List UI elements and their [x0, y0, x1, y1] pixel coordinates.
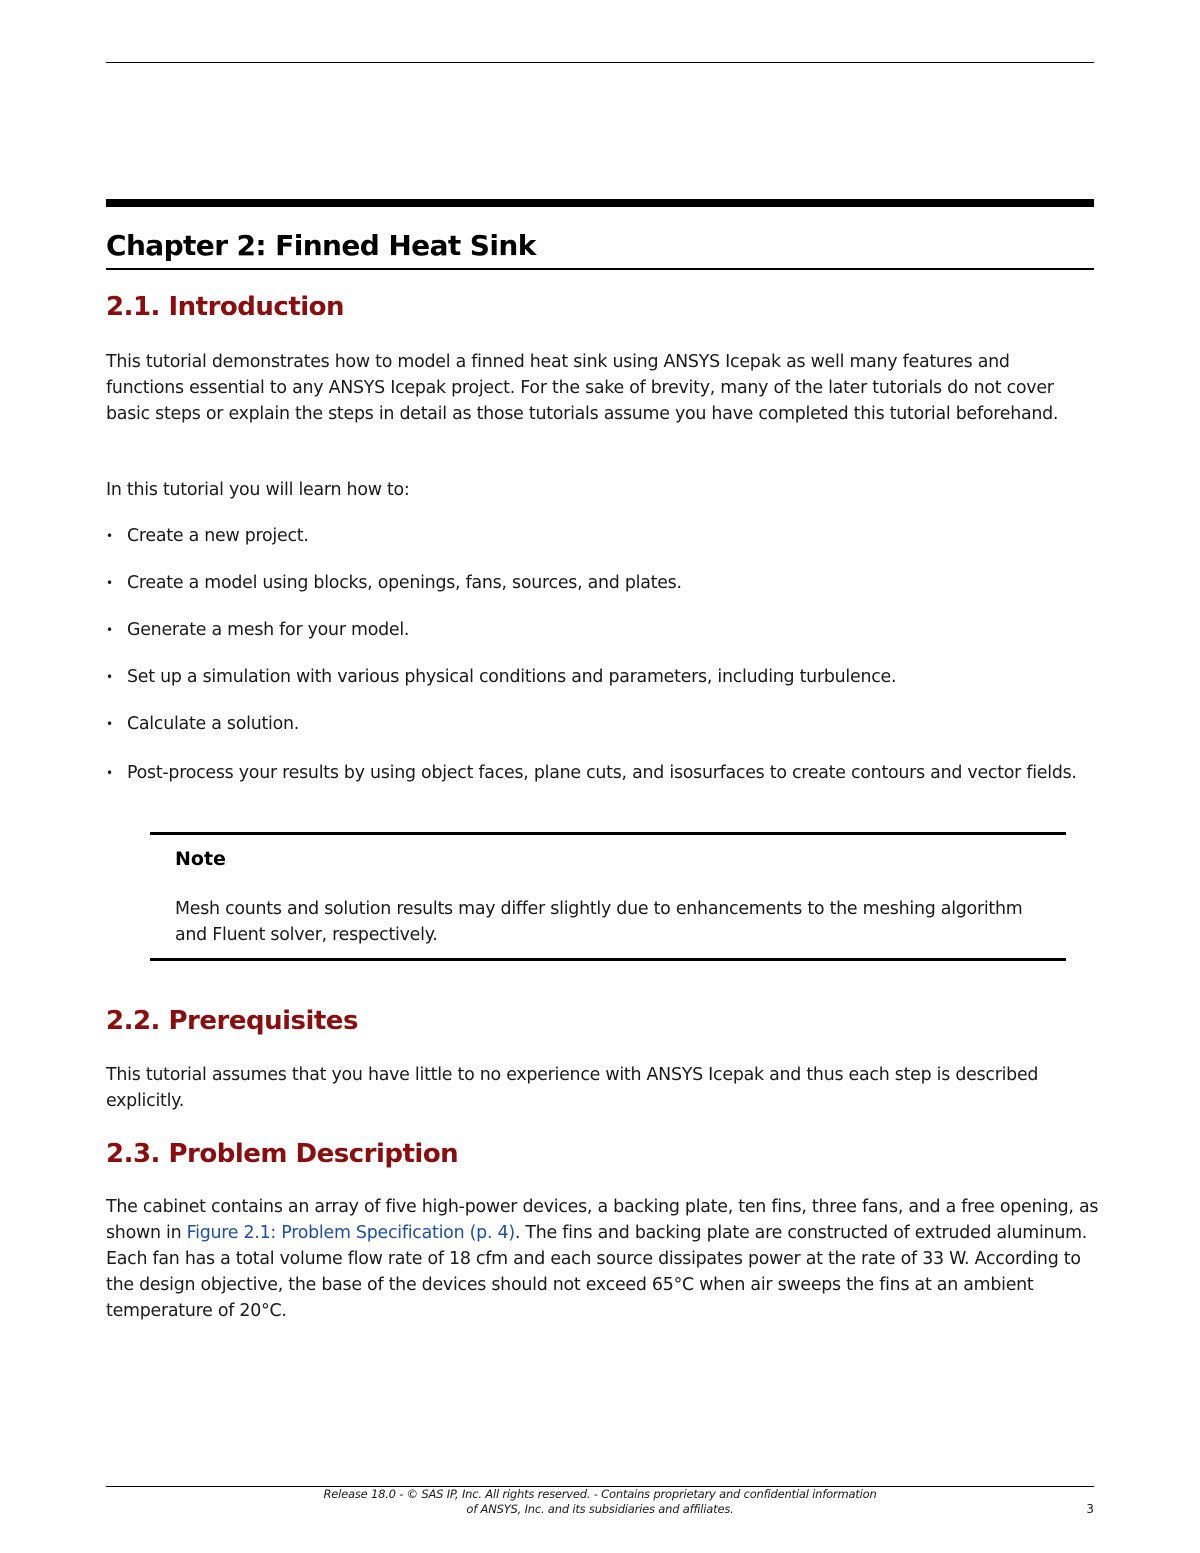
section-heading-prerequisites: 2.2. Prerequisites [106, 1006, 358, 1036]
chapter-bar [106, 199, 1094, 207]
list-item-text: Create a model using blocks, openings, fans, sources, and plates. [127, 573, 682, 593]
problem-description-paragraph [106, 1194, 1101, 1324]
chapter-title: Chapter 2: Finned Heat Sink [106, 229, 536, 262]
footer-copyright [200, 1487, 1000, 1517]
list-item-text: Create a new project. [127, 526, 309, 546]
header-rule [106, 62, 1094, 63]
footer-line-1: Release 18.0 - © SAS IP, Inc. All rights reserved. - Contains proprietary and confidential information [323, 1487, 877, 1501]
note-body: Mesh counts and solution results may differ slightly due to enhancements to the meshing algorithm and Fluent solver, respectively. [175, 899, 1023, 945]
bullet-icon: • [106, 670, 113, 684]
footer-line-2: of ANSYS, Inc. and its subsidiaries and affiliates. [466, 1502, 734, 1516]
bullet-icon: • [106, 529, 113, 543]
list-item-text: Calculate a solution. [127, 714, 300, 734]
bullet-icon: • [106, 766, 113, 780]
bullet-icon: • [106, 717, 113, 731]
list-item-text: Post-process your results by using object faces, plane cuts, and isosurfaces to create contours and vector fields. [127, 763, 1077, 783]
problem-text-start: The cabinet contains an array of five high-power devices, a backing plate, ten fins, three fans, and a free opening, as shown in [106, 1197, 1099, 1243]
prerequisites-paragraph: This tutorial assumes that you have little to no experience with ANSYS Icepak and thus each step is described explicitly. [106, 1065, 1039, 1111]
list-item [106, 664, 1106, 690]
section-heading-problem-description: 2.3. Problem Description [106, 1139, 459, 1169]
note-top-rule [150, 832, 1066, 835]
learn-intro-text: In this tutorial you will learn how to: [106, 480, 410, 500]
list-item-text: Generate a mesh for your model. [127, 620, 410, 640]
list-item [106, 760, 1091, 786]
bullet-icon: • [106, 623, 113, 637]
figure-reference-link[interactable]: Figure 2.1: Problem Specification (p. 4) [186, 1223, 515, 1243]
bullet-icon: • [106, 576, 113, 590]
list-item [106, 711, 1106, 737]
list-item [106, 617, 1106, 643]
page-number: 3 [1086, 1502, 1094, 1516]
problem-text-end: . The fins and backing plate are constructed of extruded aluminum. Each fan has a total volume flow rate of 18 cfm and each source dissipates power at the rate of 33 W. According to the design objective, the base of the devices should not exceed 65°C when air sweeps the fins at an ambient temperature of 20°C. [106, 1223, 1088, 1321]
section-heading-introduction: 2.1. Introduction [106, 292, 345, 322]
intro-paragraph: This tutorial demonstrates how to model a finned heat sink using ANSYS Icepak as well many features and functions essential to any ANSYS Icepak project. For the sake of brevity, many of the later tutorials do not cover basic steps or explain the steps in detail as those tutorials assume you have completed this tutorial beforehand. [106, 352, 1059, 424]
note-bottom-rule [150, 958, 1066, 961]
list-item-text: Set up a simulation with various physical conditions and parameters, including turbulence. [127, 667, 897, 687]
chapter-underline [106, 268, 1094, 270]
list-item [106, 523, 1106, 549]
list-item [106, 570, 1106, 596]
note-title: Note [175, 848, 226, 870]
